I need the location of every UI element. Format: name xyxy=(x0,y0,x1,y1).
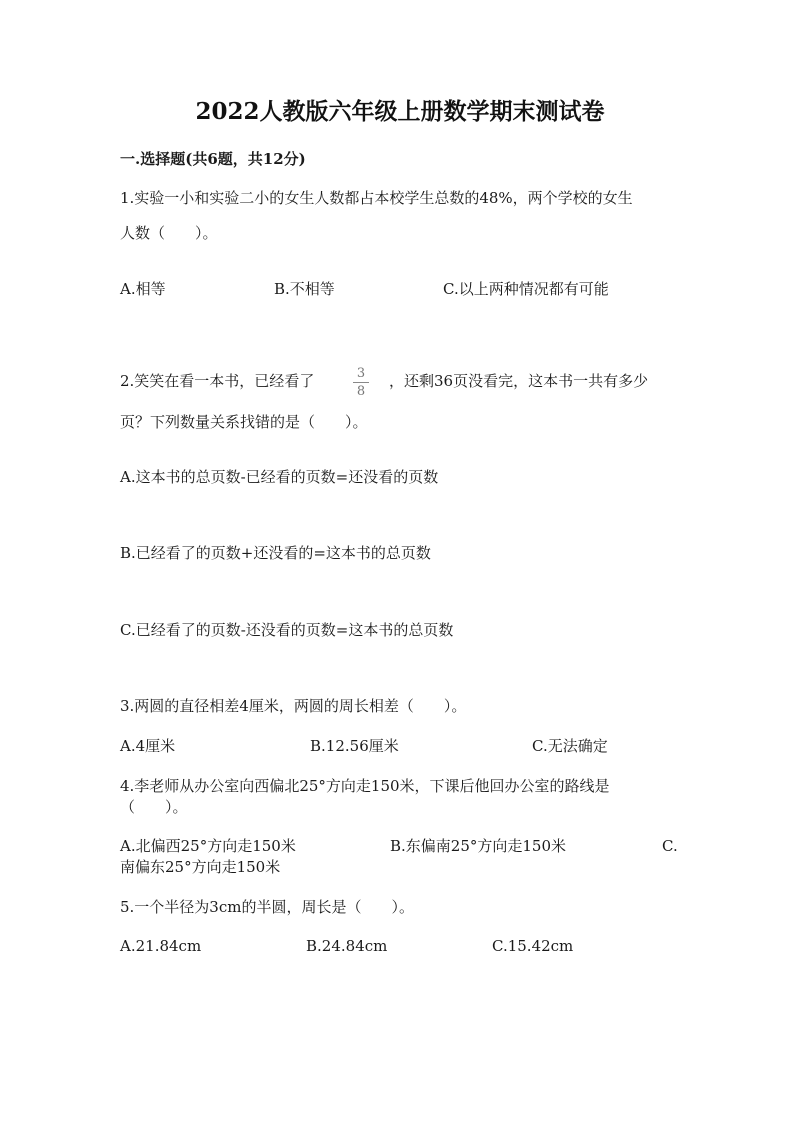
question-5-option-a: A.21.84cm xyxy=(120,937,202,955)
question-1-option-c: C.以上两种情况都有可能 xyxy=(443,280,609,298)
question-1-option-a: A.相等 xyxy=(120,280,166,298)
question-2-option-a: A.这本书的总页数-已经看的页数=还没看的页数 xyxy=(120,468,439,486)
fraction-three-eighths xyxy=(350,366,372,399)
question-4-option-b: B.东偏南25°方向走150米 xyxy=(390,837,567,855)
question-4-text-line2: （ ）。 xyxy=(120,798,188,816)
question-5-option-b: B.24.84cm xyxy=(306,937,388,955)
question-2-option-c: C.已经看了的页数-还没看的页数=这本书的总页数 xyxy=(120,621,454,639)
page-title: 2022人教版六年级上册数学期末测试卷 xyxy=(195,98,605,125)
question-1-option-b: B.不相等 xyxy=(274,280,335,298)
question-4-option-c-text: 南偏东25°方向走150米 xyxy=(120,858,281,876)
question-3-option-b: B.12.56厘米 xyxy=(310,737,399,755)
section-heading: 一.选择题(共6题，共12分) xyxy=(120,150,306,168)
question-4-option-a: A.北偏西25°方向走150米 xyxy=(120,837,296,855)
question-2-text-line1-pre: 2.笑笑在看一本书，已经看了 xyxy=(120,372,315,390)
question-2-option-b: B.已经看了的页数+还没看的=这本书的总页数 xyxy=(120,544,431,562)
question-4-text-line1: 4.李老师从办公室向西偏北25°方向走150米，下课后他回办公室的路线是 xyxy=(120,777,610,795)
question-3-text: 3.两圆的直径相差4厘米，两圆的周长相差（ ）。 xyxy=(120,697,467,715)
question-5-text: 5.一个半径为3cm的半圆，周长是（ ）。 xyxy=(120,898,414,916)
fraction-bar xyxy=(353,382,369,383)
question-3-option-c: C.无法确定 xyxy=(532,737,608,755)
fraction-denominator: 8 xyxy=(356,384,366,399)
question-3-option-a: A.4厘米 xyxy=(120,737,176,755)
question-4-option-c-label: C. xyxy=(662,837,678,855)
fraction-numerator: 3 xyxy=(356,366,366,381)
question-2-text-line2: 页？下列数量关系找错的是（ ）。 xyxy=(120,413,368,431)
question-1-text-line1: 1.实验一小和实验二小的女生人数都占本校学生总数的48%，两个学校的女生 xyxy=(120,189,633,207)
question-1-text-line2: 人数（ ）。 xyxy=(120,224,218,242)
question-5-option-c: C.15.42cm xyxy=(492,937,574,955)
question-2-text-line1-post: ，还剩36页没看完，这本书一共有多少 xyxy=(389,372,649,390)
